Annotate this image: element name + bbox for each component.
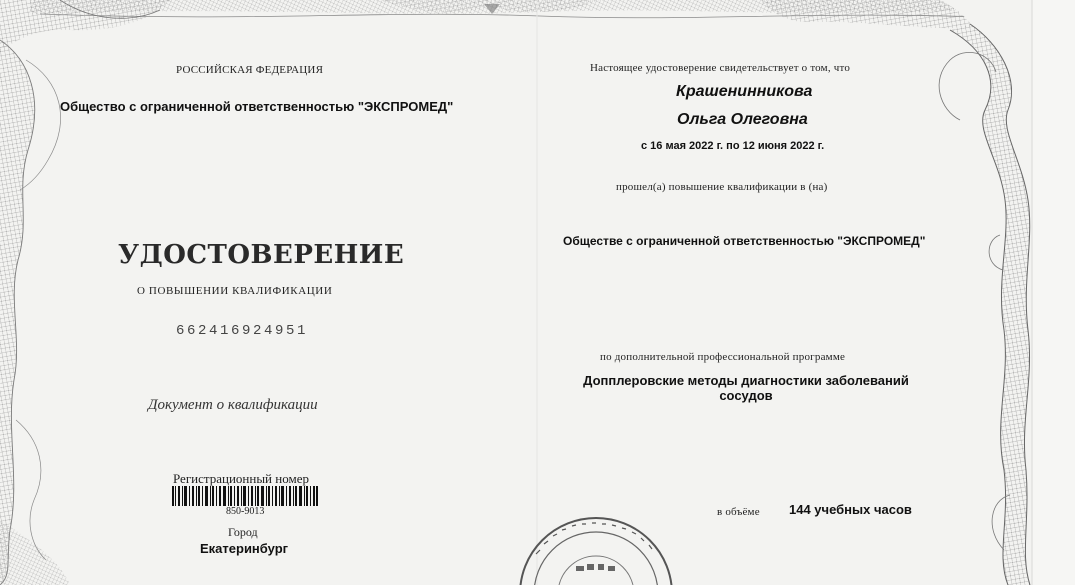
- document-subtitle: О ПОВЫШЕНИИ КВАЛИФИКАЦИИ: [137, 285, 333, 297]
- document-kind: Документ о квалификации: [148, 397, 318, 413]
- registration-barcode-icon: [172, 486, 318, 506]
- passed-training-text: прошел(а) повышение квалификации в (на): [616, 181, 828, 193]
- city-name: Екатеринбург: [200, 541, 289, 556]
- registration-number: 850-9013: [226, 506, 265, 517]
- holder-surname: Крашенинникова: [676, 83, 813, 100]
- holder-given-names: Ольга Олеговна: [677, 111, 808, 128]
- document-title: УДОСТОВЕРЕНИЕ: [118, 240, 405, 270]
- city-label: Город: [228, 525, 258, 539]
- program-intro: по дополнительной профессиональной программе: [600, 351, 846, 363]
- volume-hours: 144 учебных часов: [789, 502, 912, 517]
- issuer-organization: Общество с ограниченной ответственностью "ЭКСПРОМЕД": [60, 99, 454, 114]
- country-name: РОССИЙСКАЯ ФЕДЕРАЦИЯ: [176, 64, 324, 76]
- certificate-number: 662416924951: [176, 323, 309, 339]
- training-organization: Обществе с ограниченной ответственностью "ЭКСПРОМЕД": [563, 234, 926, 248]
- volume-label: в объёме: [717, 506, 760, 518]
- certification-intro: Настоящее удостоверение свидетельствует о том, что: [590, 62, 851, 74]
- program-name: Допплеровские методы диагностики заболеваний сосудов: [583, 373, 909, 403]
- registration-label: Регистрационный номер: [173, 471, 309, 486]
- training-period: с 16 мая 2022 г. по 12 июня 2022 г.: [641, 140, 825, 152]
- round-stamp-icon: [516, 514, 676, 585]
